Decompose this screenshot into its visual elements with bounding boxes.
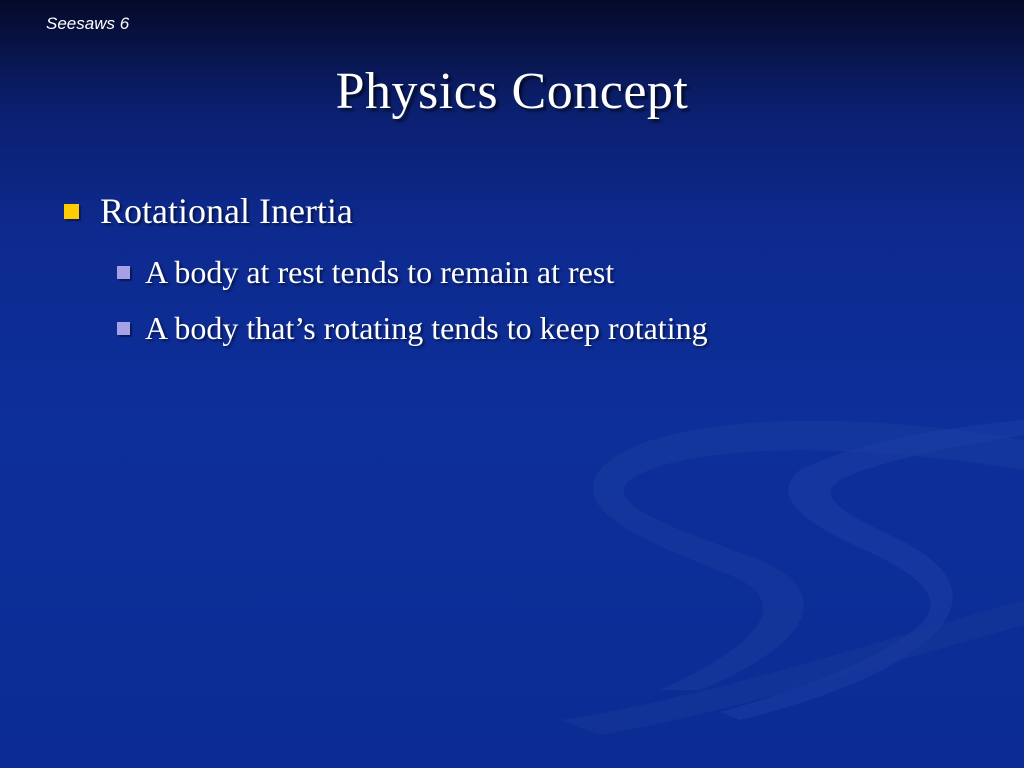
square-bullet-icon (117, 266, 130, 279)
square-bullet-icon (117, 322, 130, 335)
bullet-text: Rotational Inertia (100, 191, 353, 231)
bullet-item-level1 (64, 190, 353, 232)
sub-bullet-item (117, 310, 708, 347)
square-bullet-icon (64, 204, 79, 219)
sub-bullet-item (117, 254, 614, 291)
slide-title: Physics Concept (335, 63, 689, 120)
sub-bullet-text: A body that’s rotating tends to keep rotating (145, 310, 708, 346)
sub-bullet-text: A body at rest tends to remain at rest (145, 254, 615, 290)
slide-footer-label: Seesaws 6 (46, 14, 130, 33)
